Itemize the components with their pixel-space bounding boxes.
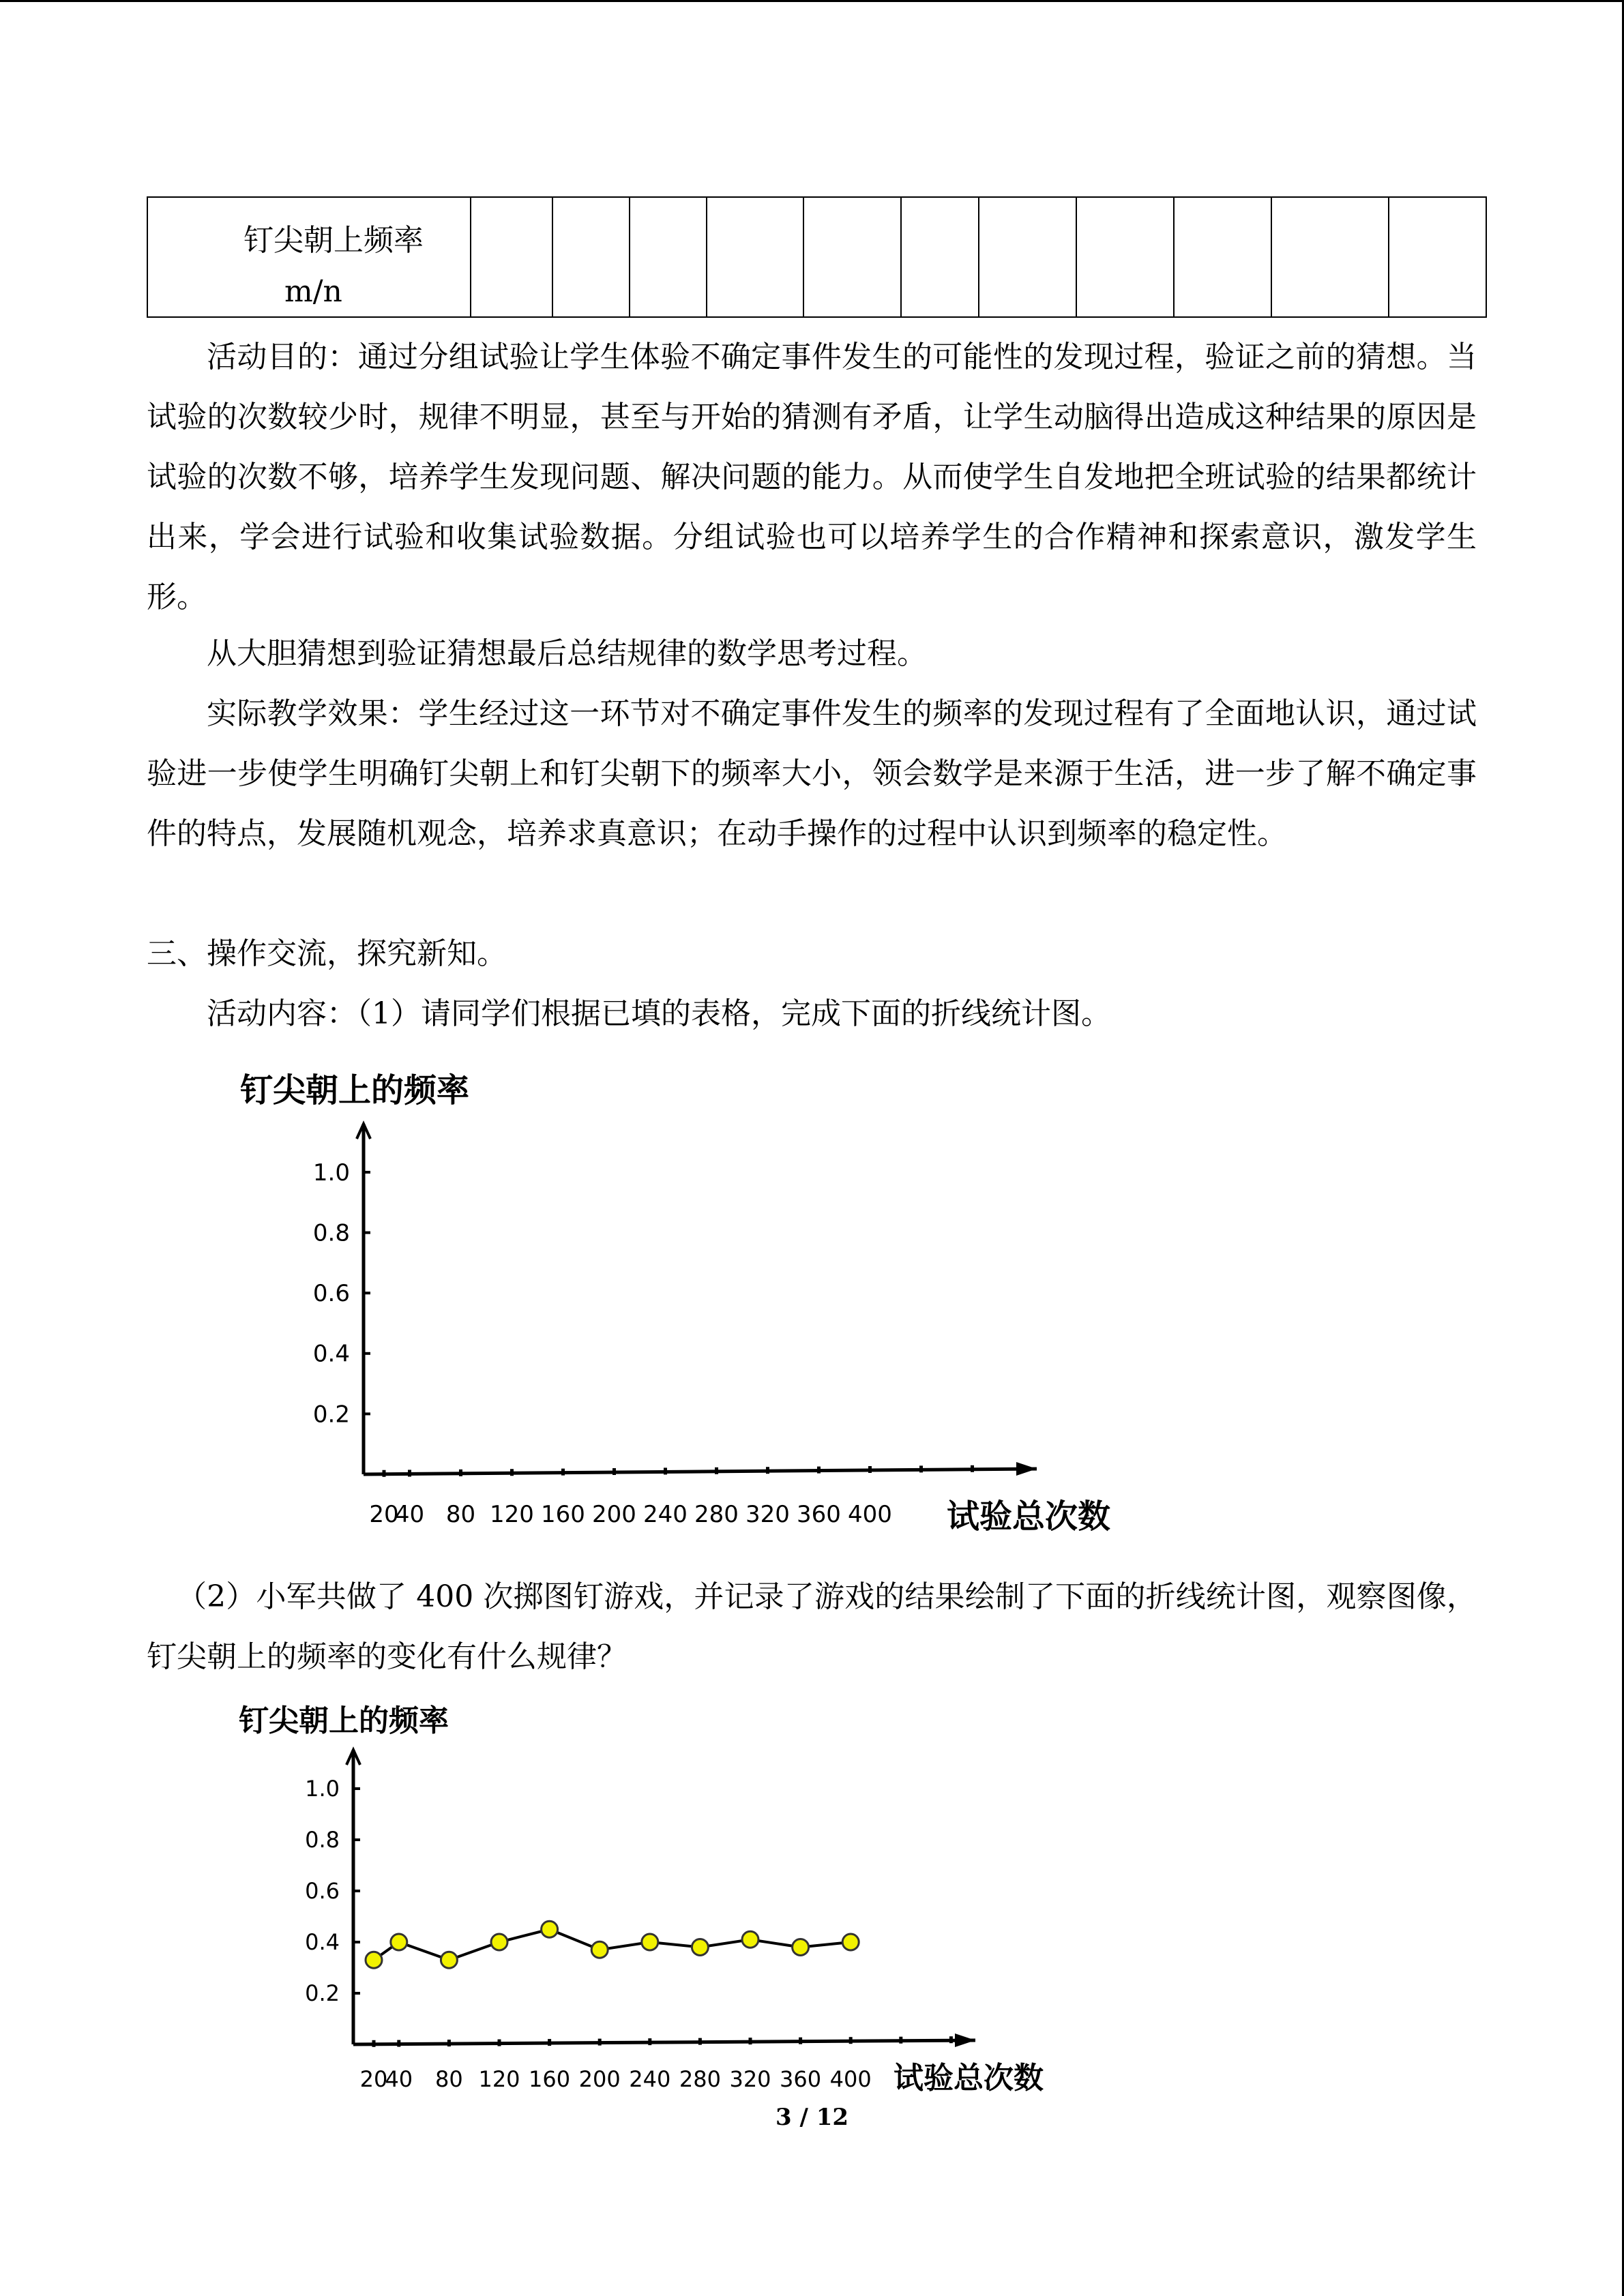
x-tick-label: 160 [541, 1501, 585, 1528]
table-row-label-cell [147, 197, 471, 317]
x-tick-label: 120 [478, 2066, 520, 2092]
activity-content: 活动内容：（1）请同学们根据已填的表格，完成下面的折线统计图。 [207, 996, 1111, 1031]
x-tick-label: 240 [643, 1501, 688, 1528]
x-axis [353, 2040, 975, 2044]
table-row [147, 197, 1486, 317]
y-tick-label: 0.2 [312, 1401, 350, 1429]
x-tick-label: 120 [490, 1501, 534, 1528]
data-point [391, 1934, 407, 1950]
page-border-top [0, 0, 1624, 2]
table-cell [1389, 197, 1486, 317]
y-tick-label: 0.4 [305, 1929, 340, 1956]
x-tick-label: 40 [394, 1501, 425, 1528]
x-tick-label: 400 [848, 1501, 892, 1528]
x-axis-arrow [955, 2033, 975, 2047]
y-tick-label: 0.8 [312, 1219, 350, 1247]
y-tick-label: 1.0 [305, 1776, 340, 1802]
table-cell [471, 197, 552, 317]
y-tick-label: 0.6 [305, 1878, 340, 1905]
chart-empty-svg [0, 1064, 1228, 1541]
question2-paragraph: （2）小军共做了 400 次掷图钉游戏，并记录了游戏的结果绘制了下面的折线统计图，观察图像，钉尖朝上的频率的变化有什么规律？ [147, 1579, 1477, 1674]
data-point [742, 1931, 758, 1948]
x-tick-label: 40 [385, 2066, 413, 2092]
process-paragraph: 从大胆猜想到验证猜想最后总结规律的数学思考过程。 [207, 636, 927, 671]
data-point [491, 1934, 507, 1950]
x-tick-label: 200 [578, 2066, 621, 2092]
data-point [692, 1939, 708, 1956]
chart-ylabel: 钉尖朝上的频率 [239, 1703, 449, 1738]
x-tick-label: 360 [797, 1501, 841, 1528]
chart-frequency [0, 1684, 1160, 2107]
effect-paragraph: 实际教学效果：学生经过这一环节对不确定事件发生的频率的发现过程有了全面地认识，通过试验进一步使学生明确钉尖朝上和钉尖朝下的频率大小，领会数学是来源于生活，进一步了解不确定事件的特点，发展随机观念，培养求真意识；在动手操作的过程中认识到频率的稳定性。 [147, 696, 1477, 851]
x-tick-label: 20 [359, 2066, 388, 2092]
x-tick-label: 240 [629, 2066, 671, 2092]
x-tick-label: 360 [780, 2066, 822, 2092]
x-tick-label: 200 [592, 1501, 636, 1528]
table-cell [1076, 197, 1174, 317]
x-tick-label: 400 [829, 2066, 872, 2092]
y-tick-label: 0.8 [305, 1827, 340, 1853]
chart-empty [0, 1064, 1228, 1541]
data-point [366, 1952, 382, 1968]
data-point [842, 1934, 859, 1950]
section-heading: 三、操作交流，探究新知。 [147, 936, 507, 971]
chart-xlabel: 试验总次数 [894, 2061, 1044, 2096]
table-cell [979, 197, 1076, 317]
table-cell [552, 197, 630, 317]
x-axis-arrow [1016, 1462, 1037, 1476]
purpose-paragraph: 活动目的：通过分组试验让学生体验不确定事件发生的可能性的发现过程，验证之前的猜想。当试验的次数较少时，规律不明显，甚至与开始的猜测有矛盾，让学生动脑得出造成这种结果的原因是试验的次数不够，培养学生发现问题、解决问题的能力。从而使学生自发地把全班试验的结果都统计出来，学会进行试验和收集试验数据。分组试验也可以培养学生的合作精神和探索意识，激发学生形。 [147, 340, 1477, 614]
x-tick-label: 280 [679, 2066, 721, 2092]
table-cell [803, 197, 901, 317]
data-point [441, 1952, 457, 1968]
table-row-label: 钉尖朝上频率 [243, 223, 424, 258]
data-point [542, 1921, 558, 1937]
chart-xlabel: 试验总次数 [947, 1497, 1111, 1536]
data-point [642, 1934, 658, 1950]
table-cell [901, 197, 979, 317]
table-cell [707, 197, 803, 317]
page-number: 3 / 12 [775, 2104, 849, 2131]
chart-ylabel: 钉尖朝上的频率 [240, 1071, 470, 1109]
y-tick-label: 0.2 [305, 1980, 340, 2007]
x-tick-label: 320 [729, 2066, 771, 2092]
x-tick-label: 80 [435, 2066, 463, 2092]
y-tick-label: 0.4 [312, 1340, 350, 1368]
y-tick-label: 1.0 [312, 1159, 350, 1187]
x-tick-label: 80 [445, 1501, 476, 1528]
x-tick-label: 320 [745, 1501, 790, 1528]
x-tick-label: 20 [369, 1501, 399, 1528]
x-axis [364, 1469, 1037, 1474]
data-point [793, 1939, 809, 1956]
frequency-table [147, 196, 1487, 318]
data-point [591, 1941, 608, 1958]
table-cell [630, 197, 707, 317]
chart-frequency-svg [0, 1684, 1160, 2107]
x-tick-label: 160 [529, 2066, 571, 2092]
x-tick-label: 280 [694, 1501, 739, 1528]
table-row-label-unit: m/n [284, 274, 342, 309]
table-cell [1174, 197, 1271, 317]
table-cell [1271, 197, 1389, 317]
frequency-table-grid [147, 196, 1487, 318]
y-tick-label: 0.6 [312, 1280, 350, 1308]
